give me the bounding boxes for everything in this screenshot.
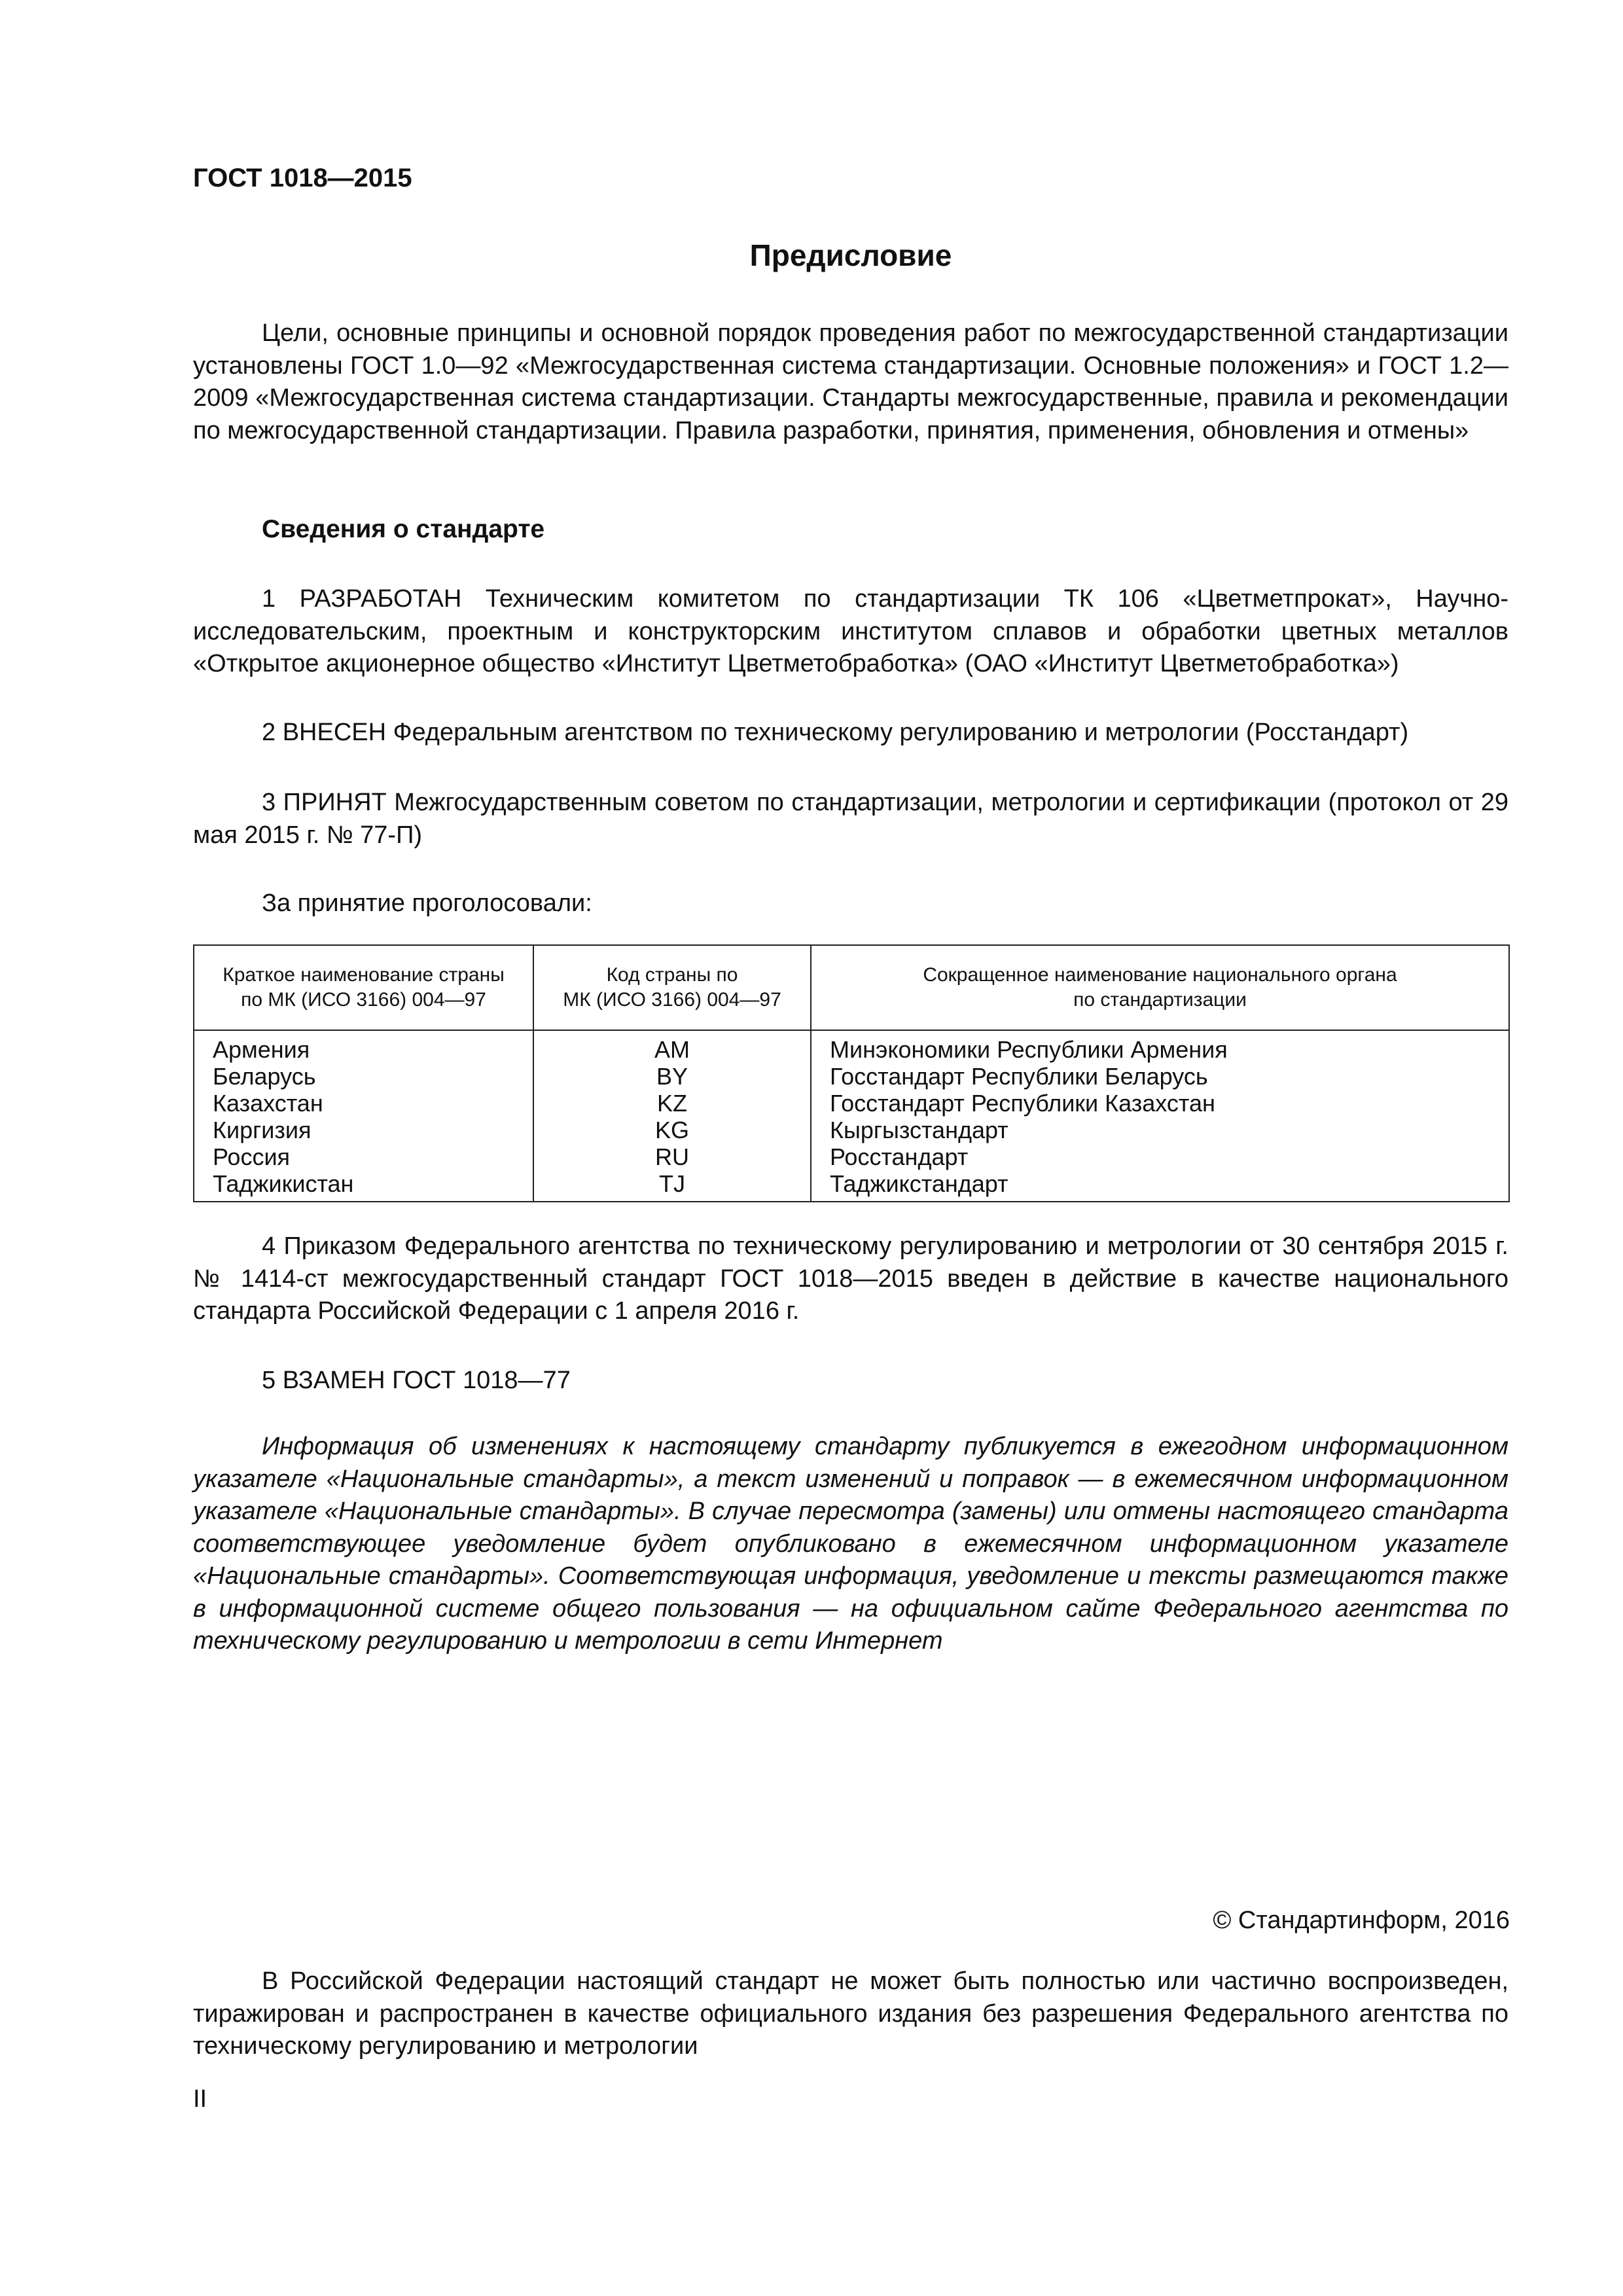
code-cell: KZ bbox=[533, 1090, 811, 1117]
copyright-notice: © Стандартинформ, 2016 bbox=[1213, 1907, 1510, 1934]
column-header-country-line1: Краткое наименование страны bbox=[223, 964, 505, 986]
body-cell: Минэкономики Республики Армения bbox=[811, 1036, 1509, 1063]
column-header-body-line2: по стандартизации bbox=[1073, 989, 1247, 1011]
standard-code-header: ГОСТ 1018—2015 bbox=[193, 164, 412, 192]
changes-information-note: Информация об изменениях к настоящему стандарту публикуется в ежегодном информационном указателе «Национальные стандарты», а текст изменений и поправок — в ежемесячном информационном указателе «Национальные стандарты». В случае пересмотра (замены) или отмены настоящего стандарта соответствующее уведомление будет опубликовано в ежемесячном информационном указателе «Национальные стандарты». Соответствующая информация, уведомление и тексты размещаются также в информационной системе общего пользования — на официальном сайте Федерального агентства по техническому регулированию и метрологии в сети Интернет bbox=[193, 1433, 1508, 1655]
country-cell: Киргизия bbox=[194, 1117, 533, 1143]
page-number: II bbox=[193, 2085, 207, 2113]
code-cell: TJ bbox=[533, 1170, 811, 1202]
voting-countries-table bbox=[193, 944, 1510, 1202]
table-row bbox=[194, 1036, 1509, 1063]
body-cell: Таджикстандарт bbox=[811, 1170, 1509, 1202]
code-cell: RU bbox=[533, 1143, 811, 1170]
table-row bbox=[194, 1090, 1509, 1117]
column-header-country bbox=[194, 945, 533, 1030]
column-header-code bbox=[533, 945, 811, 1030]
section-heading: Сведения о стандарте bbox=[262, 515, 545, 543]
country-cell: Казахстан bbox=[194, 1090, 533, 1117]
country-cell: Россия bbox=[194, 1143, 533, 1170]
code-cell: BY bbox=[533, 1063, 811, 1090]
column-header-country-line2: по МК (ИСО 3166) 004—97 bbox=[241, 989, 486, 1011]
column-header-body bbox=[811, 945, 1509, 1030]
item-5-replaces: 5 ВЗАМЕН ГОСТ 1018—77 bbox=[262, 1367, 571, 1394]
table-row bbox=[194, 1170, 1509, 1202]
table-row bbox=[194, 1117, 1509, 1143]
page-title: Предисловие bbox=[749, 238, 952, 272]
body-cell: Госстандарт Республики Беларусь bbox=[811, 1063, 1509, 1090]
body-cell: Кыргызстандарт bbox=[811, 1117, 1509, 1143]
item-1-developed: 1 РАЗРАБОТАН Техническим комитетом по стандартизации ТК 106 «Цветметпрокат», Научно-исследовательским, проектным и конструкторским институтом сплавов и обработки цветных металлов «Открытое акционерное общество «Институт Цветметобработка» (ОАО «Институт Цветметобработка») bbox=[193, 585, 1508, 677]
column-header-body-line1: Сокращенное наименование национального органа bbox=[923, 964, 1397, 986]
table-header-row bbox=[194, 945, 1509, 1030]
body-cell: Госстандарт Республики Казахстан bbox=[811, 1090, 1509, 1117]
country-cell: Беларусь bbox=[194, 1063, 533, 1090]
column-header-code-line1: Код страны по bbox=[606, 964, 738, 986]
column-header-code-line2: МК (ИСО 3166) 004—97 bbox=[563, 989, 781, 1011]
table-row bbox=[194, 1063, 1509, 1090]
voted-label: За принятие проголосовали: bbox=[262, 889, 592, 917]
reproduction-rights-notice: В Российской Федерации настоящий стандарт не может быть полностью или частично воспроизведен, тиражирован и распространен в качестве официального издания без разрешения Федерального агентства по техническому регулированию и метрологии bbox=[193, 1967, 1508, 2060]
header-separator bbox=[194, 1030, 1509, 1036]
table-row bbox=[194, 1143, 1509, 1170]
code-cell: AM bbox=[533, 1036, 811, 1063]
intro-paragraph: Цели, основные принципы и основной порядок проведения работ по межгосударственной стандартизации установлены ГОСТ 1.0—92 «Межгосударственная система стандартизации. Основные положения» и ГОСТ 1.2—2009 «Межгосударственная система стандартизации. Стандарты межгосударственные, правила и рекомендации по межгосударственной стандартизации. Правила разработки, принятия, применения, обновления и отмены» bbox=[193, 319, 1508, 444]
country-cell: Таджикистан bbox=[194, 1170, 533, 1202]
item-2-introduced: 2 ВНЕСЕН Федеральным агентством по техническому регулированию и метрологии (Росстандарт) bbox=[262, 719, 1409, 746]
item-4-enacted: 4 Приказом Федерального агентства по техническому регулированию и метрологии от 30 сентября 2015 г. № 1414-ст межгосударственный стандарт ГОСТ 1018—2015 введен в действие в качестве национального стандарта Российской Федерации с 1 апреля 2016 г. bbox=[193, 1232, 1508, 1325]
body-cell: Росстандарт bbox=[811, 1143, 1509, 1170]
code-cell: KG bbox=[533, 1117, 811, 1143]
country-cell: Армения bbox=[194, 1036, 533, 1063]
item-3-adopted: 3 ПРИНЯТ Межгосударственным советом по стандартизации, метрологии и сертификации (протокол от 29 мая 2015 г. № 77-П) bbox=[193, 789, 1508, 849]
